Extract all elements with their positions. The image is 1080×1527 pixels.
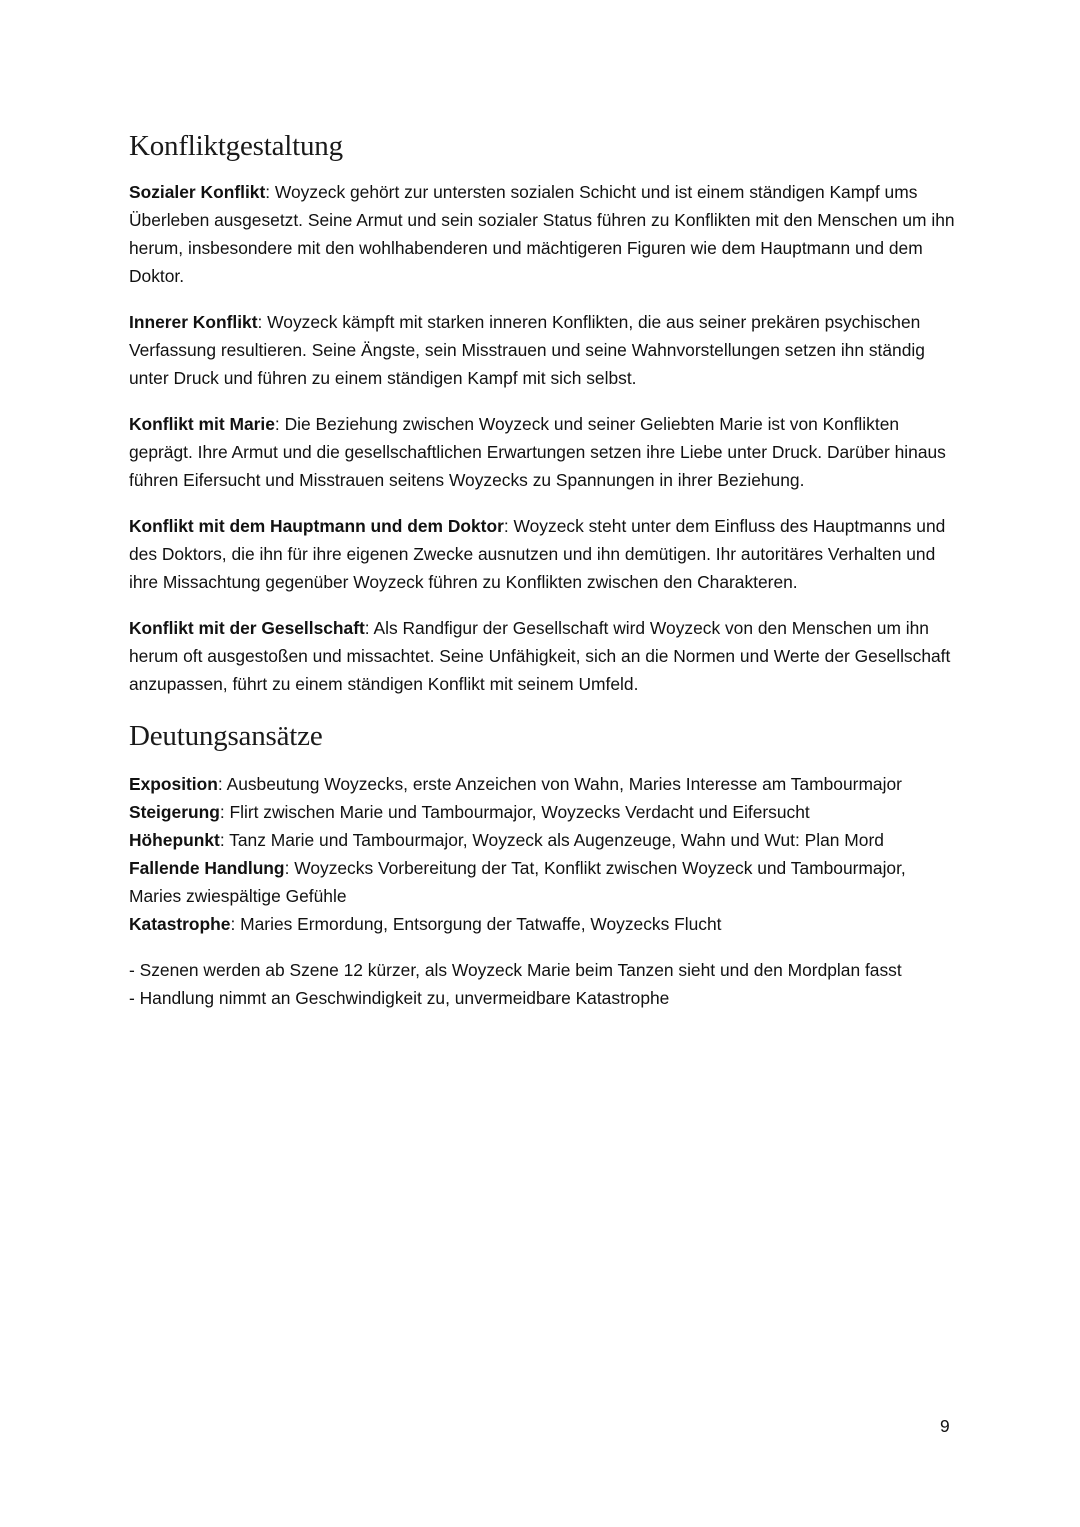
section-title-konfliktgestaltung: Konfliktgestaltung: [129, 130, 343, 162]
section-title-deutungsansaetze: Deutungsansätze: [129, 720, 323, 752]
paragraph-text: : Als Randfigur der Gesellschaft wird Woyzeck von den Menschen um ihn herum oft ausgestoßen und missachtet. Seine Unfähigkeit, sich an die Normen und Werte der Gesellschaft anzupassen, führt zu einem ständigen Konflikt mit seinem Umfeld.: [129, 618, 951, 694]
paragraph-konflikt-gesellschaft: [129, 614, 959, 698]
page-number: 9: [940, 1416, 950, 1436]
term: Exposition: [129, 774, 218, 794]
term: Höhepunkt: [129, 830, 220, 850]
term: Katastrophe: [129, 914, 231, 934]
paragraph-text: : Woyzeck gehört zur untersten sozialen Schicht und ist einem ständigen Kampf ums Überleben ausgesetzt. Seine Armut und sein sozialer Status führen zu Konflikten mit den Menschen um ihn herum, insbesondere mit den wohlhabenderen und mächtigeren Figuren wie dem Hauptmann und dem Doktor.: [129, 182, 955, 286]
term: Konflikt mit der Gesellschaft: [129, 618, 365, 638]
plot-item-fallende-handlung: [129, 854, 959, 910]
bullet-item: - Szenen werden ab Szene 12 kürzer, als Woyzeck Marie beim Tanzen sieht und den Mordplan fasst: [129, 960, 902, 980]
plot-item-steigerung: [129, 798, 959, 826]
bullet-item: - Handlung nimmt an Geschwindigkeit zu, unvermeidbare Katastrophe: [129, 988, 670, 1008]
paragraph-konflikt-marie: [129, 410, 959, 494]
bullet-list: [129, 956, 959, 1012]
plot-text: : Tanz Marie und Tambourmajor, Woyzeck als Augenzeuge, Wahn und Wut: Plan Mord: [219, 830, 884, 850]
paragraph-text: : Woyzeck steht unter dem Einfluss des Hauptmanns und des Doktors, die ihn für ihre eigenen Zwecke ausnutzen und ihn demütigen. Ihr autoritäres Verhalten und ihre Missachtung gegenüber Woyzeck führen zu Konflikten zwischen den Charakteren.: [129, 516, 946, 592]
document-page: [129, 126, 959, 1012]
term: Innerer Konflikt: [129, 312, 258, 332]
term: Sozialer Konflikt: [129, 182, 266, 202]
term: Steigerung: [129, 802, 220, 822]
plot-structure-list: [129, 770, 959, 938]
paragraph-text: : Woyzeck kämpft mit starken inneren Konflikten, die aus seiner prekären psychischen Verfassung resultieren. Seine Ängste, sein Misstrauen und seine Wahnvorstellungen setzen ihn ständig unter Druck und führen zu einem ständigen Kampf mit sich selbst.: [129, 312, 925, 388]
plot-item-katastrophe: [129, 910, 959, 938]
plot-text: : Flirt zwischen Marie und Tambourmajor, Woyzecks Verdacht und Eifersucht: [219, 802, 810, 822]
term: Konflikt mit Marie: [129, 414, 275, 434]
plot-item-hoehepunkt: [129, 826, 959, 854]
plot-text: : Woyzecks Vorbereitung der Tat, Konflikt zwischen Woyzeck und Tambourmajor, Maries zwiespältige Gefühle: [129, 858, 906, 906]
paragraph-innerer-konflikt: [129, 308, 959, 392]
paragraph-konflikt-hauptmann-doktor: [129, 512, 959, 596]
plot-text: : Ausbeutung Woyzecks, erste Anzeichen von Wahn, Maries Interesse am Tambourmajor: [217, 774, 902, 794]
plot-text: : Maries Ermordung, Entsorgung der Tatwaffe, Woyzecks Flucht: [230, 914, 722, 934]
term: Konflikt mit dem Hauptmann und dem Doktor: [129, 516, 504, 536]
paragraph-text: : Die Beziehung zwischen Woyzeck und seiner Geliebten Marie ist von Konflikten geprägt. Ihre Armut und die gesellschaftlichen Erwartungen setzen ihre Liebe unter Druck. Darüber hinaus führen Eifersucht und Misstrauen seitens Woyzecks zu Spannungen in ihrer Beziehung.: [129, 414, 946, 490]
plot-item-exposition: [129, 770, 959, 798]
paragraph-sozialer-konflikt: [129, 178, 959, 290]
term: Fallende Handlung: [129, 858, 285, 878]
